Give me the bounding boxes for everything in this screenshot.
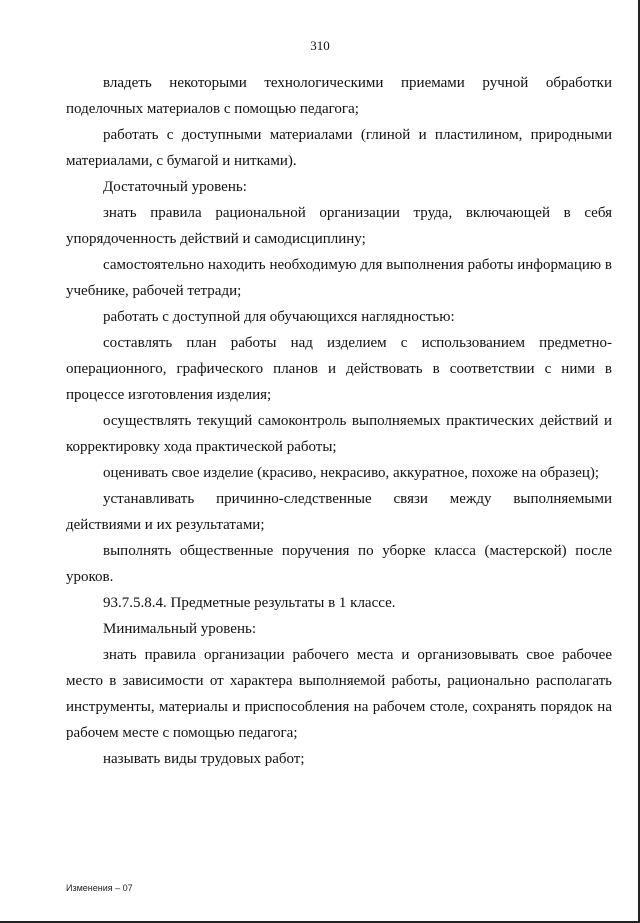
document-body: [66, 70, 612, 772]
paragraph: оценивать свое изделие (красиво, некрасиво, аккуратное, похоже на образец);: [103, 465, 600, 481]
page-number: 310: [310, 38, 330, 53]
paragraph: называть виды трудовых работ;: [103, 751, 305, 767]
section-heading: 93.7.5.8.4. Предметные результаты в 1 классе.: [103, 595, 396, 611]
paragraph: работать с доступными материалами (глиной и пластилином, природными материалами, с бумагой и нитками).: [66, 127, 612, 169]
paragraph: составлять план работы над изделием с использованием предметно-операционного, графического планов и действовать в соответствии с ними в процессе изготовления изделия;: [66, 335, 612, 403]
paragraph: Достаточный уровень:: [103, 179, 247, 195]
footer-revision-note: Изменения – 07: [66, 883, 133, 893]
paragraph: самостоятельно находить необходимую для выполнения работы информацию в учебнике, рабочей тетради;: [66, 257, 612, 299]
paragraph: знать правила организации рабочего места и организовывать свое рабочее место в зависимости от характера выполняемой работы, рационально располагать инструменты, материалы и приспособления на рабочем столе, сохранять порядок на рабочем месте с помощью педагога;: [66, 647, 612, 741]
paragraph: устанавливать причинно-следственные связи между выполняемыми действиями и их результатами;: [66, 491, 612, 533]
paragraph: осуществлять текущий самоконтроль выполняемых практических действий и корректировку хода практической работы;: [66, 413, 612, 455]
paragraph: работать с доступной для обучающихся наглядностью:: [103, 309, 455, 325]
paragraph: выполнять общественные поручения по уборке класса (мастерской) после уроков.: [66, 543, 612, 585]
paragraph: Минимальный уровень:: [103, 621, 256, 637]
paragraph: владеть некоторыми технологическими приемами ручной обработки поделочных материалов с помощью педагога;: [66, 75, 612, 117]
paragraph: знать правила рациональной организации труда, включающей в себя упорядоченность действий и самодисциплину;: [66, 205, 612, 247]
